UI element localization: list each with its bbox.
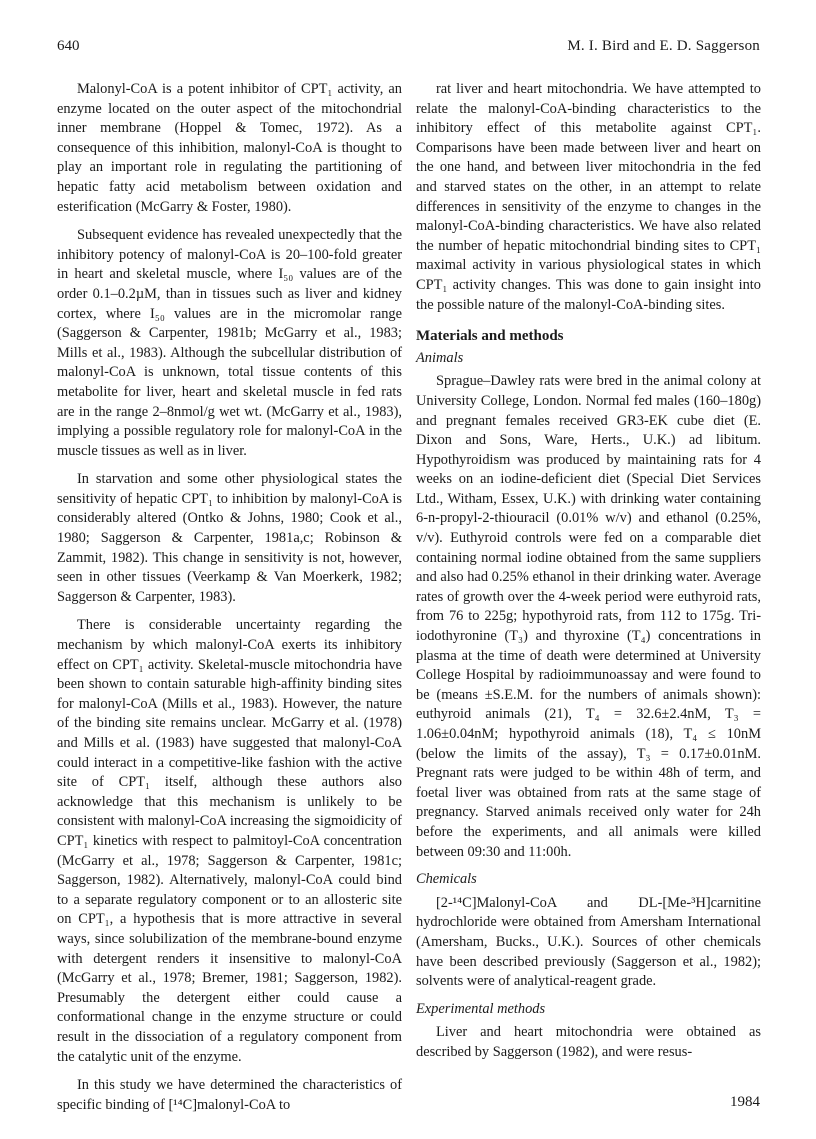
intro-paragraph-1: Malonyl-CoA is a potent inhibitor of CPT₁ activity, an enzyme located on the outer aspect of the mitochondrial inner membrane (Hoppel & Tomec, 1972). As a consequence of this inhibition, malonyl-CoA is thought to play an important role in regulating the partitioning of hepatic fatty acid metabolism between oxidation and esterification (McGarry & Foster, 1980). — [57, 81, 402, 215]
right-column — [416, 80, 761, 1063]
section-heading-methods: Materials and methods — [416, 328, 564, 345]
footer-year: 1984 — [730, 1094, 760, 1110]
intro-paragraph-2: Subsequent evidence has revealed unexpectedly that the inhibitory potency of malonyl-CoA is 20–100-fold greater in heart and skeletal muscle, where I₅₀ values are of the order 0.1–0.2µM, than in tissues such as liver and kidney cortex, where I₅₀ values are in the micromolar range (Saggerson & Carpenter, 1981b; McGarry et al., 1983; Mills et al., 1983). Although the subcellular distribution of malonyl-CoA is unknown, total tissue contents of this metabolite for liver, heart and skeletal muscle in fed rats are in the range 2–8nmol/g wet wt. (McGarry et al., 1983), implying a possible regulatory role for malonyl-CoA in the muscle tissues as well as in liver. — [57, 227, 402, 459]
methods-paragraph: Liver and heart mitochondria were obtained as described by Saggerson (1982), and were resus- — [416, 1024, 761, 1060]
intro-paragraph-5: In this study we have determined the characteristics of specific binding of [¹⁴C]malonyl-CoA to — [57, 1077, 402, 1113]
subheading-animals: Animals — [416, 349, 464, 366]
subheading-experimental-methods: Experimental methods — [416, 1000, 546, 1017]
intro-paragraph-4: There is considerable uncertainty regarding the mechanism by which malonyl-CoA exerts its inhibitory effect on CPT₁ activity. Skeletal-muscle mitochondria have been shown to contain saturable high-affinity binding sites for malonyl-CoA (Mills et al., 1983). However, the nature of the binding site remains unclear. McGarry et al. (1978) and Mills et al. (1983) have suggested that malonyl-CoA could interact in a competitive-like fashion with the active site of CPT₁ itself, although these authors also acknowledge that this mechanism is unlikely to be consistent with malonyl-CoA increasing the sigmoidicity of CPT₁ kinetics with respect to palmitoyl-CoA concentration (McGarry et al., 1978; Saggerson & Carpenter, 1981c; Saggerson, 1982). Alternatively, malonyl-CoA could bind to a separate regulatory component or to an allosteric site on CPT₁, a hypothesis that is more attractive in several ways, since solubilization of the membrane-bound enzyme with detergent renders it insensitive to malonyl-CoA (McGarry et al., 1978; Bremer, 1981; Saggerson, 1982). Presumably the detergent either could cause a conformational change in the enzyme structure or could result in the dissociation of a regulatory component from the catalytic unit of the enzyme. — [57, 617, 402, 1065]
page-number: 640 — [57, 38, 80, 54]
intro-paragraph-3: In starvation and some other physiological states the sensitivity of hepatic CPT₁ to inhibition by malonyl-CoA is considerably altered (Ontko & Johns, 1980; Cook et al., 1980; Saggerson & Carpenter, 1981a,c; Robinson & Zammit, 1982). This change in sensitivity is not, however, seen in other tissues (Veerkamp & Van Moerkerk, 1982; Saggerson & Carpenter, 1983). — [57, 471, 402, 605]
chemicals-paragraph: [2-¹⁴C]Malonyl-CoA and DL-[Me-³H]carnitine hydrochloride were obtained from Amersham International (Amersham, Bucks., U.K.). Sources of other chemicals have been described previously (Saggerson et al., 1982); solvents were of analytical-reagent grade. — [416, 894, 761, 990]
intro-paragraph-continued: rat liver and heart mitochondria. We have attempted to relate the malonyl-CoA-binding characteristics to the inhibitory effect of this metabolite against CPT₁. Comparisons have been made between liver and heart on the one hand, and between liver mitochondria in the fed and starved states on the other, in an attempt to relate differences in sensitivity of the enzyme to changes in the malonyl-CoA-binding characteristics. We have also related the number of hepatic mitochondrial binding sites to CPT₁ maximal activity in various physiological states in which CPT₁ activity changes. This was done to gain insight into the possible nature of the malonyl-CoA-binding sites. — [416, 81, 761, 313]
animals-paragraph: Sprague–Dawley rats were bred in the animal colony at University College, London. Normal fed males (160–180g) and pregnant females received GR3-EK cube diet (E. Dixon and Sons, Ware, Herts., U.K.) ad libitum. Hypothyroidism was produced by maintaining rats for 4 weeks on an iodine-deficient diet (Special Diet Services Ltd., Witham, Essex, U.K.) with drinking water containing 6-n-propyl-2-thiouracil (0.01% w/v) and ethanol (0.25%, v/v). Euthyroid controls were fed on a comparable diet containing normal iodine obtained from the same suppliers and also had 0.25% ethanol in their drinking water. Average rates of growth over the 4-week period were euthyroid rats, from 76 to 225g; hypothyroid rats, from 112 to 175g. Tri-iodothyronine (T₃) and thyroxine (T₄) concentrations in plasma at the time of death were determined at University College Hospital by radioimmunoassay and were found to be (means ±S.E.M. for the numbers of animals shown): euthyroid animals (21), T₄ = 32.6±2.4nM, T₃ = 1.06±0.04nM; hypothyroid animals (18), T₄ ≤ 10nM (below the limits of the assay), T₃ = 0.17±0.01nM. Pregnant rats were judged to be within 48h of term, and foetal liver was obtained from rats at the same stage of pregnancy. Starved animals received only water for 24h before the experiments, and all animals were killed between 09:30 and 11:00h. — [416, 373, 761, 860]
running-head-authors: M. I. Bird and E. D. Saggerson — [567, 38, 760, 54]
subheading-chemicals: Chemicals — [416, 871, 477, 888]
left-column — [57, 80, 402, 1115]
